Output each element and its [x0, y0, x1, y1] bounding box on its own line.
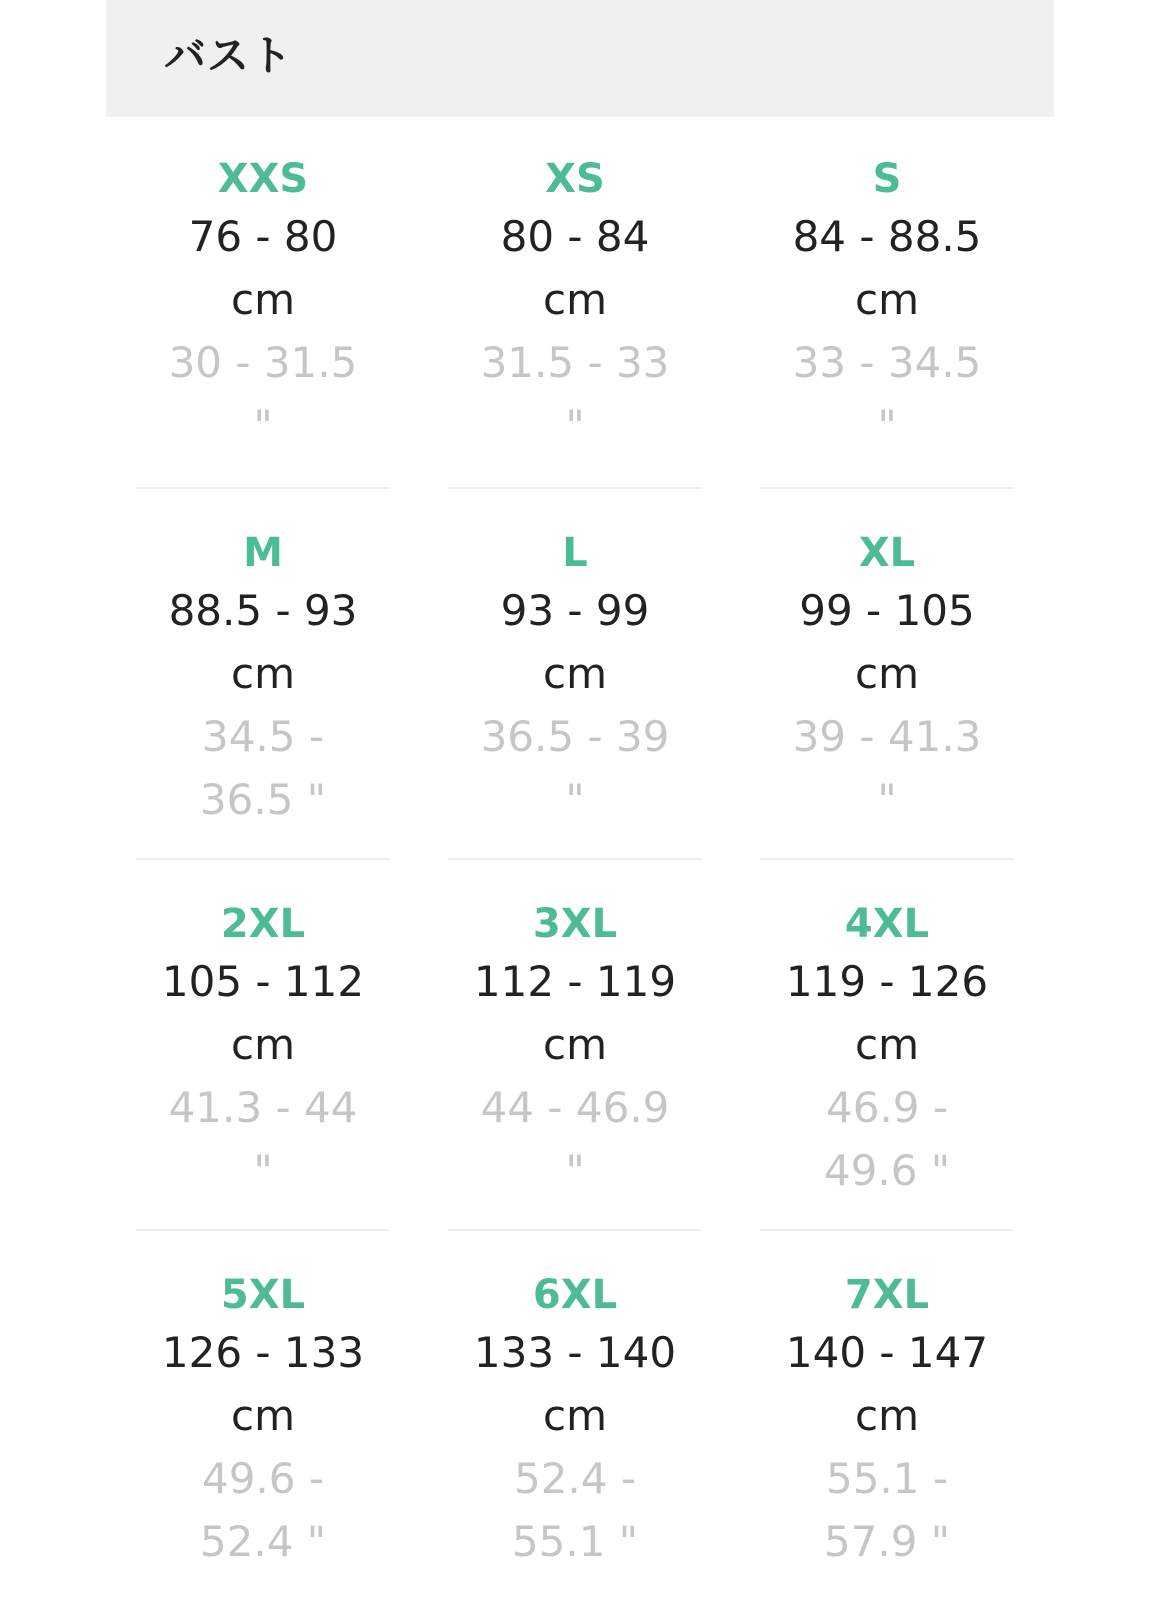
inch-range: 33 - 34.5 — [792, 338, 982, 387]
cm-unit: cm — [230, 649, 295, 698]
inch-range: 30 - 31.5 — [168, 338, 358, 387]
size-cell-xs — [448, 117, 702, 489]
cm-range: 88.5 - 93 — [168, 586, 358, 635]
inch-unit: 52.4 " — [199, 1517, 327, 1566]
size-cell-4xl — [760, 860, 1014, 1231]
cm-unit: cm — [542, 275, 607, 324]
inch-range: 39 - 41.3 — [792, 712, 982, 761]
inch-unit: " — [565, 401, 585, 450]
cm-range: 80 - 84 — [500, 212, 650, 261]
inch-range: 41.3 - 44 — [168, 1083, 358, 1132]
size-cell-xl — [760, 489, 1014, 860]
size-cell-6xl — [448, 1231, 702, 1602]
cm-range: 112 - 119 — [473, 957, 677, 1006]
size-cell-2xl — [136, 860, 390, 1231]
inch-range: 34.5 - — [201, 712, 325, 761]
inch-range: 31.5 - 33 — [480, 338, 670, 387]
size-cell-5xl — [136, 1231, 390, 1602]
size-label: XL — [858, 530, 916, 576]
size-label: 4XL — [844, 901, 930, 947]
cm-range: 105 - 112 — [161, 957, 365, 1006]
inch-unit: " — [565, 1146, 585, 1195]
inch-range: 55.1 - — [825, 1454, 949, 1503]
cm-range: 84 - 88.5 — [792, 212, 982, 261]
size-label: XXS — [217, 156, 309, 202]
size-label: 3XL — [532, 901, 618, 947]
inch-range: 44 - 46.9 — [480, 1083, 670, 1132]
cm-unit: cm — [230, 1391, 295, 1440]
cm-unit: cm — [854, 275, 919, 324]
cm-unit: cm — [542, 1391, 607, 1440]
inch-unit: 57.9 " — [823, 1517, 951, 1566]
size-cell-l — [448, 489, 702, 860]
inch-unit: " — [253, 401, 273, 450]
size-cell-xxs — [136, 117, 390, 489]
inch-unit: " — [877, 401, 897, 450]
cm-range: 133 - 140 — [473, 1328, 677, 1377]
size-label: L — [562, 530, 588, 576]
size-label: 2XL — [220, 901, 306, 947]
cm-unit: cm — [854, 1020, 919, 1069]
size-grid — [106, 117, 1054, 1602]
inch-unit: 36.5 " — [199, 775, 327, 824]
size-cell-3xl — [448, 860, 702, 1231]
cm-range: 93 - 99 — [500, 586, 650, 635]
bust-size-chart — [106, 0, 1054, 1602]
cm-range: 140 - 147 — [785, 1328, 989, 1377]
cm-unit: cm — [230, 1020, 295, 1069]
cm-unit: cm — [854, 1391, 919, 1440]
size-label: M — [243, 530, 283, 576]
cm-range: 119 - 126 — [785, 957, 989, 1006]
cm-range: 99 - 105 — [799, 586, 975, 635]
inch-unit: 49.6 " — [823, 1146, 951, 1195]
cm-unit: cm — [230, 275, 295, 324]
section-title: バスト — [164, 30, 294, 80]
size-cell-s — [760, 117, 1014, 489]
size-cell-m — [136, 489, 390, 860]
inch-range: 36.5 - 39 — [480, 712, 670, 761]
cm-range: 76 - 80 — [188, 212, 338, 261]
cm-range: 126 - 133 — [161, 1328, 365, 1377]
cm-unit: cm — [542, 1020, 607, 1069]
size-label: 7XL — [844, 1272, 930, 1318]
inch-unit: " — [253, 1146, 273, 1195]
size-label: XS — [545, 156, 605, 202]
inch-range: 46.9 - — [825, 1083, 949, 1132]
inch-range: 49.6 - — [201, 1454, 325, 1503]
inch-unit: " — [565, 775, 585, 824]
section-header — [106, 0, 1054, 117]
size-label: 6XL — [532, 1272, 618, 1318]
inch-unit: 55.1 " — [511, 1517, 639, 1566]
cm-unit: cm — [854, 649, 919, 698]
size-cell-7xl — [760, 1231, 1014, 1602]
size-label: S — [872, 156, 902, 202]
size-label: 5XL — [220, 1272, 306, 1318]
cm-unit: cm — [542, 649, 607, 698]
inch-unit: " — [877, 775, 897, 824]
inch-range: 52.4 - — [513, 1454, 637, 1503]
